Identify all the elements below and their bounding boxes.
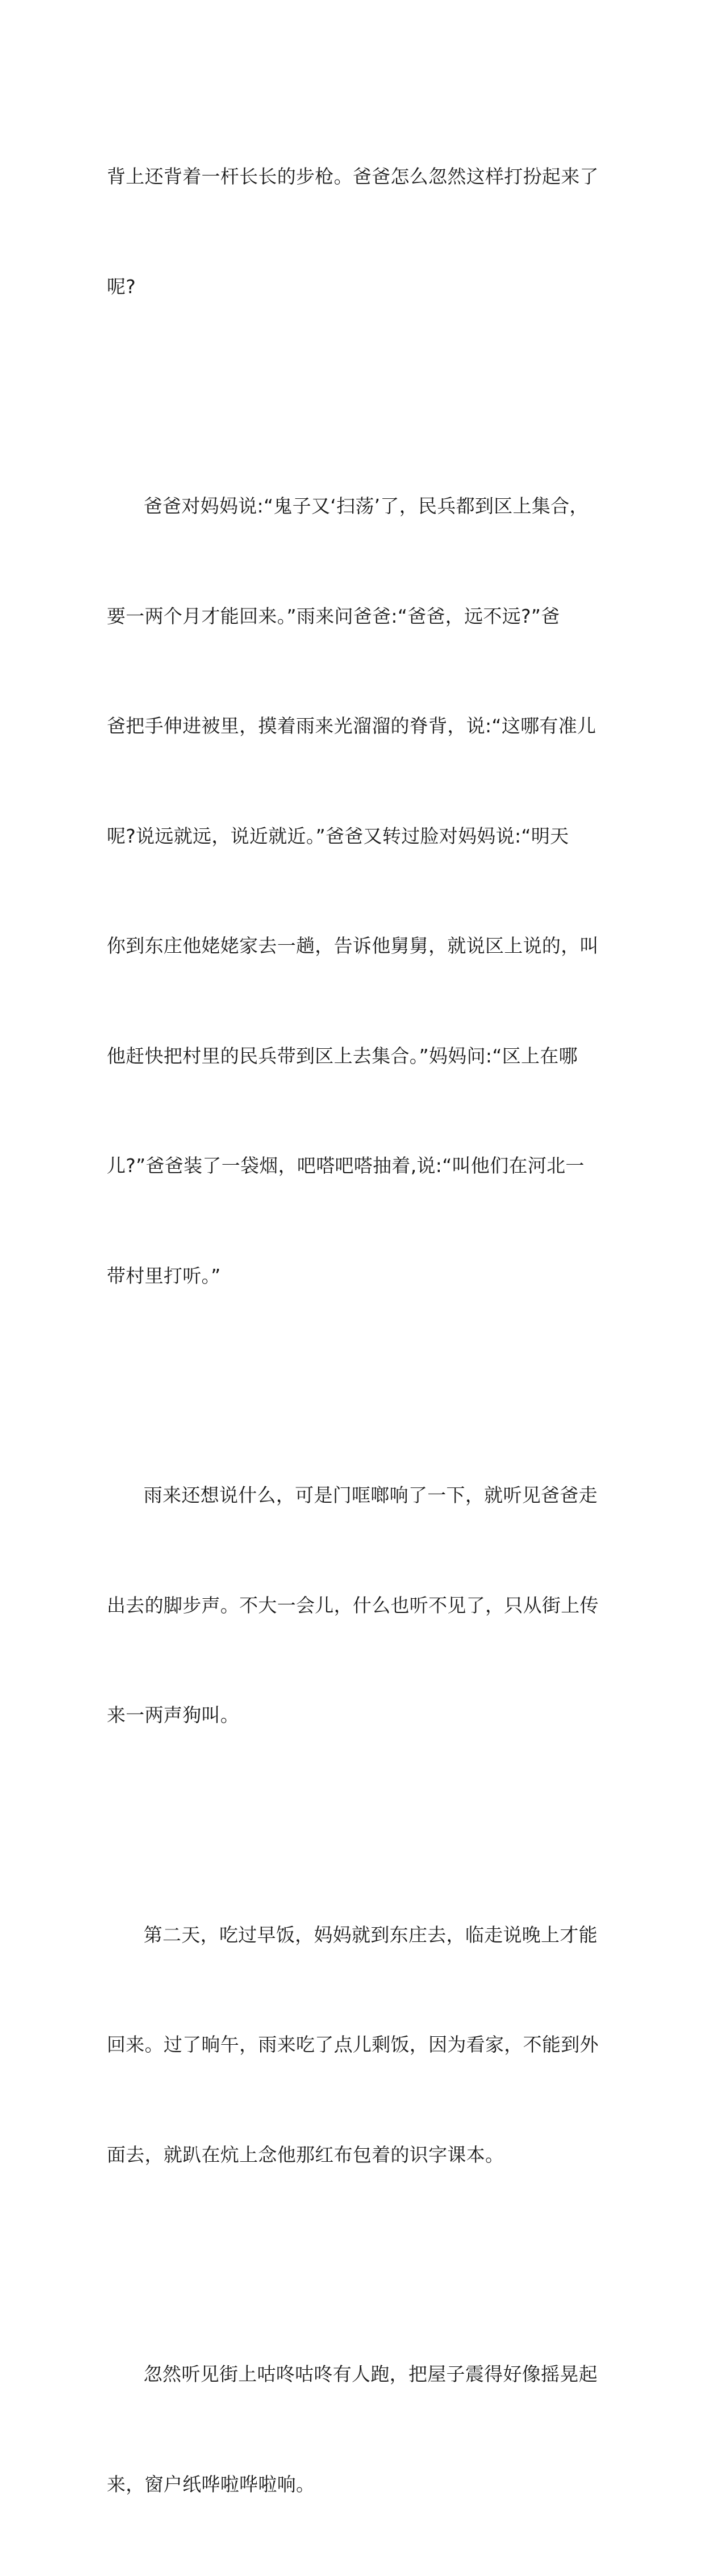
paragraph-4 (107, 1844, 600, 2247)
text-line: 背上还背着一杆长长的步枪。爸爸怎么忽然这样打扮起来了 (107, 165, 599, 187)
text-line: 忽然听见街上咕咚咕咚有人跑，把屋子震得好像摇晃起 (107, 2363, 598, 2385)
text-line: 来，窗户纸哗啦哗啦响。 (107, 2473, 315, 2495)
text-line: 爸爸对妈妈说:“鬼子又‘扫荡’了，民兵都到区上集合， (107, 495, 589, 517)
text-line: 要一两个月才能回来。”雨来问爸爸:“爸爸，远不远?”爸 (107, 605, 560, 627)
text-line: 来一两声狗叫。 (107, 1704, 240, 1726)
text-line: 呢? (107, 275, 136, 298)
text-line: 儿?”爸爸装了一袋烟，吧嗒吧嗒抽着,说:“叫他们在河北一 (107, 1154, 585, 1177)
paragraph-3 (107, 1404, 600, 1807)
text-line: 爸把手伸进被里，摸着雨来光溜溜的脊背，说:“这哪有准儿 (107, 715, 596, 737)
paragraph-5 (107, 2283, 600, 2576)
document-body (107, 85, 600, 2576)
text-line: 雨来还想说什么，可是门哐啷响了一下，就听见爸爸走 (107, 1484, 598, 1506)
paragraph-2 (107, 415, 600, 1368)
text-line: 出去的脚步声。不大一会儿，什么也听不见了，只从街上传 (107, 1594, 599, 1616)
text-line: 他赶快把村里的民兵带到区上去集合。”妈妈问:“区上在哪 (107, 1044, 578, 1067)
text-line: 你到东庄他姥姥家去一趟，告诉他舅舅，就说区上说的，叫 (107, 935, 599, 957)
text-line: 呢?说远就远，说近就近。”爸爸又转过脸对妈妈说:“明天 (107, 824, 569, 847)
text-line: 带村里打听。” (107, 1264, 221, 1287)
text-line: 面去，就趴在炕上念他那红布包着的识字课本。 (107, 2143, 504, 2166)
paragraph-1 (107, 85, 600, 378)
text-line: 回来。过了晌午，雨来吃了点儿剩饭，因为看家，不能到外 (107, 2033, 599, 2056)
text-line: 第二天，吃过早饭，妈妈就到东庄去，临走说晚上才能 (107, 1923, 598, 1946)
